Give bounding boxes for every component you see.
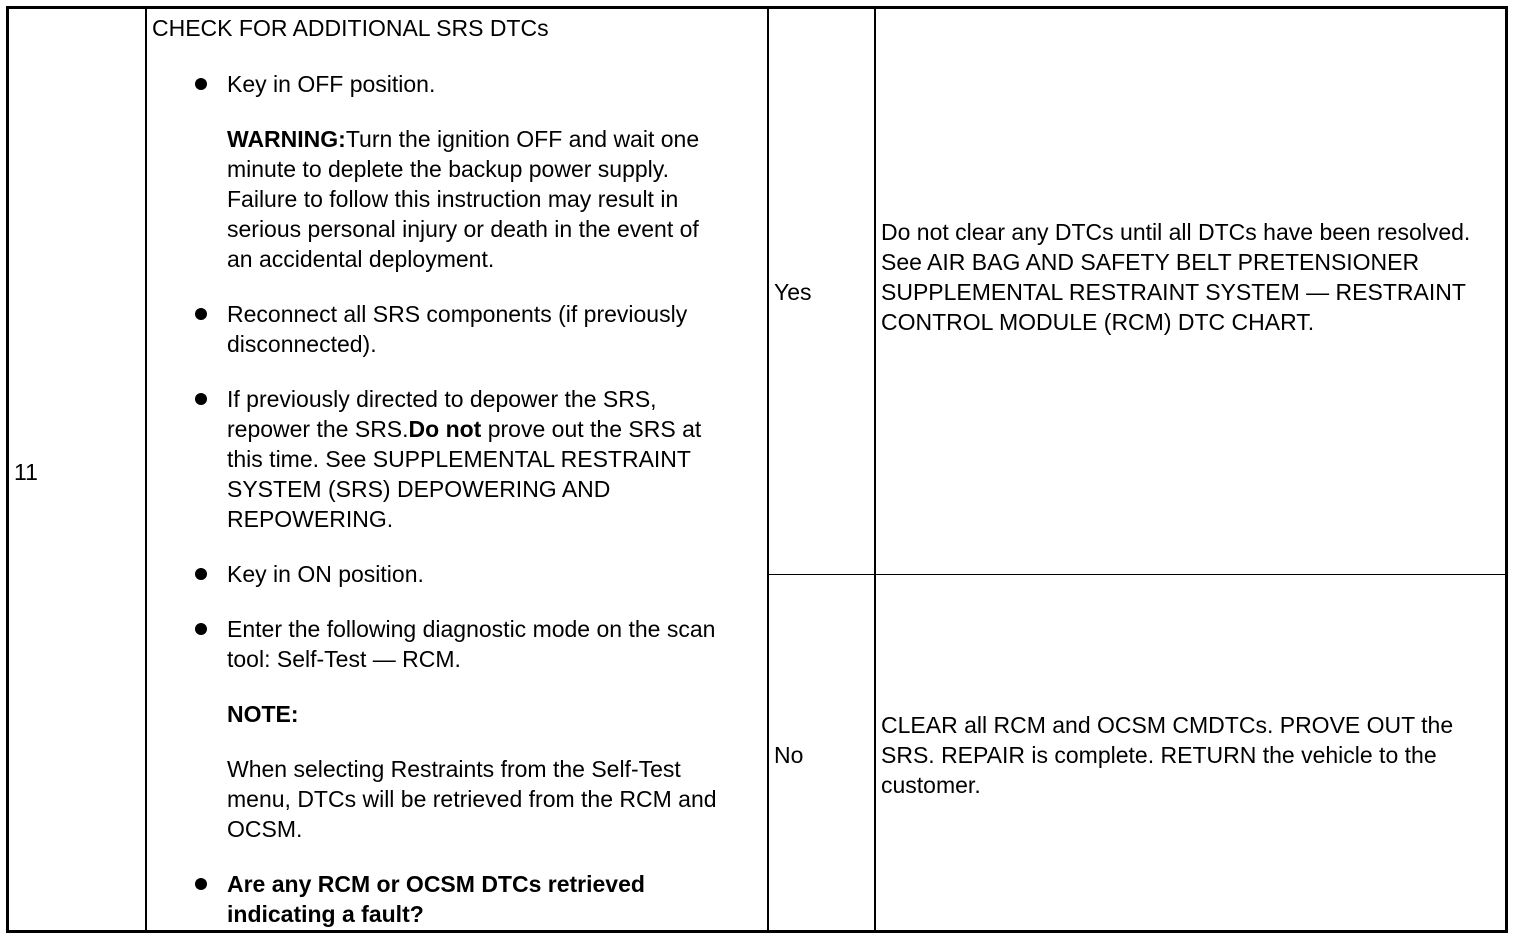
warning-label: WARNING:	[227, 126, 346, 152]
item-question-text: Are any RCM or OCSM DTCs retrieved indicating a fault?	[227, 871, 645, 927]
item-key-off-text: Key in OFF position.	[227, 71, 436, 97]
bullet-icon	[195, 393, 207, 405]
note-label: NOTE:	[227, 701, 299, 727]
warning-block	[227, 124, 727, 274]
step-heading: CHECK FOR ADDITIONAL SRS DTCs	[152, 15, 549, 41]
outcome-yes-label: Yes	[774, 279, 812, 305]
item-reconnect	[227, 299, 737, 359]
note-text: When selecting Restraints from the Self-Test menu, DTCs will be retrieved from the RCM and OCSM.	[227, 756, 717, 842]
bullet-icon	[195, 568, 207, 580]
item-repower-text-b: prove out the SRS at this time. See SUPPLEMENTAL RESTRAINT SYSTEM (SRS) DEPOWERING AND REPOWERING.	[227, 416, 702, 532]
note-block	[227, 754, 732, 844]
item-enter-mode	[227, 614, 717, 674]
outcome-no-action: CLEAR all RCM and OCSM CMDTCs. PROVE OUT the SRS. REPAIR is complete. RETURN the vehicle to the customer.	[881, 712, 1454, 798]
item-repower-text-a: If previously directed to depower the SRS, repower the SRS.	[227, 386, 657, 442]
item-question	[227, 869, 717, 929]
item-repower-bold: Do not	[408, 416, 482, 442]
bullet-icon	[195, 878, 207, 890]
row-divider-yes-no	[768, 574, 1505, 575]
item-enter-mode-text: Enter the following diagnostic mode on the scan tool: Self-Test — RCM.	[227, 616, 716, 672]
bullet-icon	[195, 623, 207, 635]
column-divider-result	[874, 6, 876, 933]
step-number: 11	[14, 459, 38, 485]
bullet-icon	[195, 78, 207, 90]
column-divider-action	[767, 6, 769, 933]
item-reconnect-text: Reconnect all SRS components (if previously disconnected).	[227, 301, 688, 357]
item-repower	[227, 384, 739, 534]
warning-text: Turn the ignition OFF and wait one minute to deplete the backup power supply. Failure to follow this instruction may result in serious personal injury or death in the event of an accidental deployment.	[227, 126, 700, 272]
bullet-icon	[195, 308, 207, 320]
column-divider-step	[145, 6, 147, 933]
outcome-yes-action: Do not clear any DTCs until all DTCs have been resolved. See AIR BAG AND SAFETY BELT PRETENSIONER SUPPLEMENTAL RESTRAINT SYSTEM — RESTRAINT CONTROL MODULE (RCM) DTC CHART.	[881, 219, 1471, 335]
item-key-on-text: Key in ON position.	[227, 561, 424, 587]
item-key-on	[227, 559, 757, 589]
outcome-no-label: No	[774, 742, 804, 768]
item-key-off	[227, 69, 757, 99]
